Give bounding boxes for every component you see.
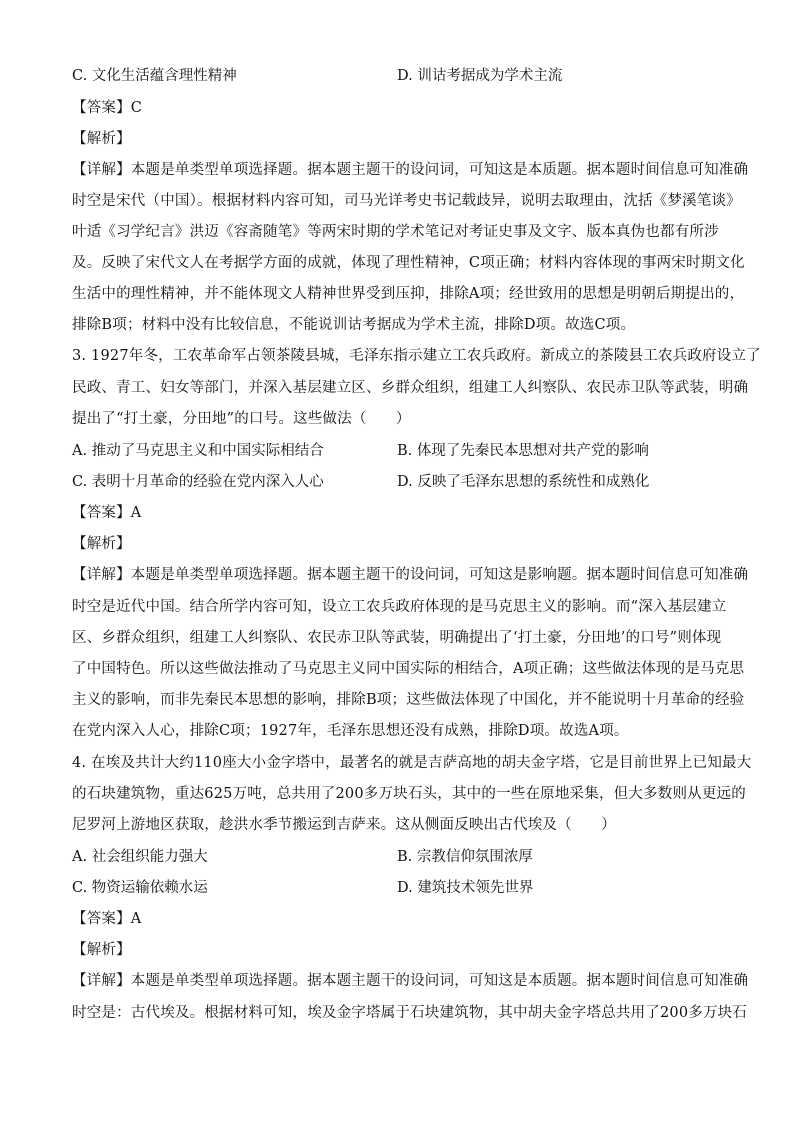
q2-analysis-label: 【解析】 (72, 131, 131, 147)
q4-option-b: B. 宗教信仰氛围浓厚 (397, 849, 533, 865)
q3-option-c: C. 表明十月革命的经验在党内深入人心 (72, 474, 324, 490)
q2-detail-line: 叶适《习学纪言》洪迈《容斋随笔》等两宋时期的学术笔记对考证史事及文字、版本真伪也都有所涉 (72, 224, 719, 240)
q4-analysis-label: 【解析】 (72, 942, 131, 958)
q3-option-a: A. 推动了马克思主义和中国实际相结合 (72, 443, 324, 459)
q2-answer: 【答案】C (72, 100, 143, 116)
q2-option-c: C. 文化生活蕴含理性精神 (72, 68, 237, 84)
q3-analysis-label: 【解析】 (72, 536, 131, 552)
q4-detail-line: 【详解】本题是单类型单项选择题。据本题主题干的设问词，可知这是本质题。据本题时间信息可知准确 (72, 973, 749, 989)
q4-option-c: C. 物资运输依赖水运 (72, 880, 208, 896)
q3-detail-line: 了中国特色。所以这些做法推动了马克思主义同中国实际的相结合，A项正确；这些做法体现的是马克思 (72, 661, 745, 677)
q3-stem-line: 3. 1927年冬，工农革命军占领茶陵县城，毛泽东指示建立工农兵政府。新成立的茶陵县工农兵政府设立了 (72, 348, 761, 364)
q3-stem-line: 民政、青工、妇女等部门，并深入基层建立区、乡群众组织，组建工人纠察队、农民赤卫队等武装，明确 (72, 380, 749, 396)
q3-option-b: B. 体现了先秦民本思想对共产党的影响 (397, 443, 649, 459)
q4-option-d: D. 建筑技术领先世界 (397, 880, 534, 896)
q3-answer: 【答案】A (72, 505, 142, 521)
q3-detail-line: 在党内深入人心，排除C项；1927年，毛泽东思想还没有成熟，排除D项。故选A项。 (72, 723, 629, 739)
q3-detail-line: 主义的影响，而非先秦民本思想的影响，排除B项；这些做法体现了中国化，并不能说明十月革命的经验 (72, 692, 745, 708)
q4-detail-line: 时空是：古代埃及。根据材料可知，埃及金字塔属于石块建筑物，其中胡夫金字塔总共用了200多万块石 (72, 1005, 748, 1021)
q3-detail-line: 时空是近代中国。结合所学内容可知，设立工农兵政府体现的是马克思主义的影响。而“深入基层建立 (72, 599, 727, 615)
q2-detail-line: 【详解】本题是单类型单项选择题。据本题主题干的设问词，可知这是本质题。据本题时间信息可知准确 (72, 162, 749, 178)
q4-stem-line: 尼罗河上游地区获取，趁洪水季节搬运到吉萨来。这从侧面反映出古代埃及（ ） (72, 817, 616, 833)
q4-option-a: A. 社会组织能力强大 (72, 849, 208, 865)
q4-answer: 【答案】A (72, 911, 142, 927)
q3-option-d: D. 反映了毛泽东思想的系统性和成熟化 (397, 474, 650, 490)
q2-detail-line: 及。反映了宋代文人在考据学方面的成就，体现了理性精神，C项正确；材料内容体现的事两宋时期文化 (72, 255, 745, 271)
q3-detail-line: 【详解】本题是单类型单项选择题。据本题主题干的设问词，可知这是影响题。据本题时间信息可知准确 (72, 567, 749, 583)
q2-option-d: D. 训诂考据成为学术主流 (397, 68, 563, 84)
q2-detail-line: 生活中的理性精神，并不能体现文人精神世界受到压抑，排除A项；经世致用的思想是明朝后期提出的， (72, 286, 745, 302)
q4-stem-line: 4. 在埃及共计大约110座大小金字塔中，最著名的就是吉萨高地的胡夫金字塔，它是目前世界上已知最大 (72, 755, 752, 771)
q3-stem-line: 提出了“打土豪，分田地”的口号。这些做法（ ） (72, 411, 411, 427)
q2-detail-line: 排除B项；材料中没有比较信息，不能说训诂考据成为学术主流，排除D项。故选C项。 (72, 317, 636, 333)
q2-detail-line: 时空是宋代（中国）。根据材料内容可知，司马光详考史书记载歧异，说明去取理由，沈括《梦溪笔谈》 (72, 193, 741, 209)
q4-stem-line: 的石块建筑物，重达625万吨，总共用了200多万块石头，其中的一些在原地采集，但大多数则从更远的 (72, 786, 746, 802)
q3-detail-line: 区、乡群众组织，组建工人纠察队、农民赤卫队等武装，明确提出了‘打土豪，分田地’的口号”则体现 (72, 630, 722, 646)
